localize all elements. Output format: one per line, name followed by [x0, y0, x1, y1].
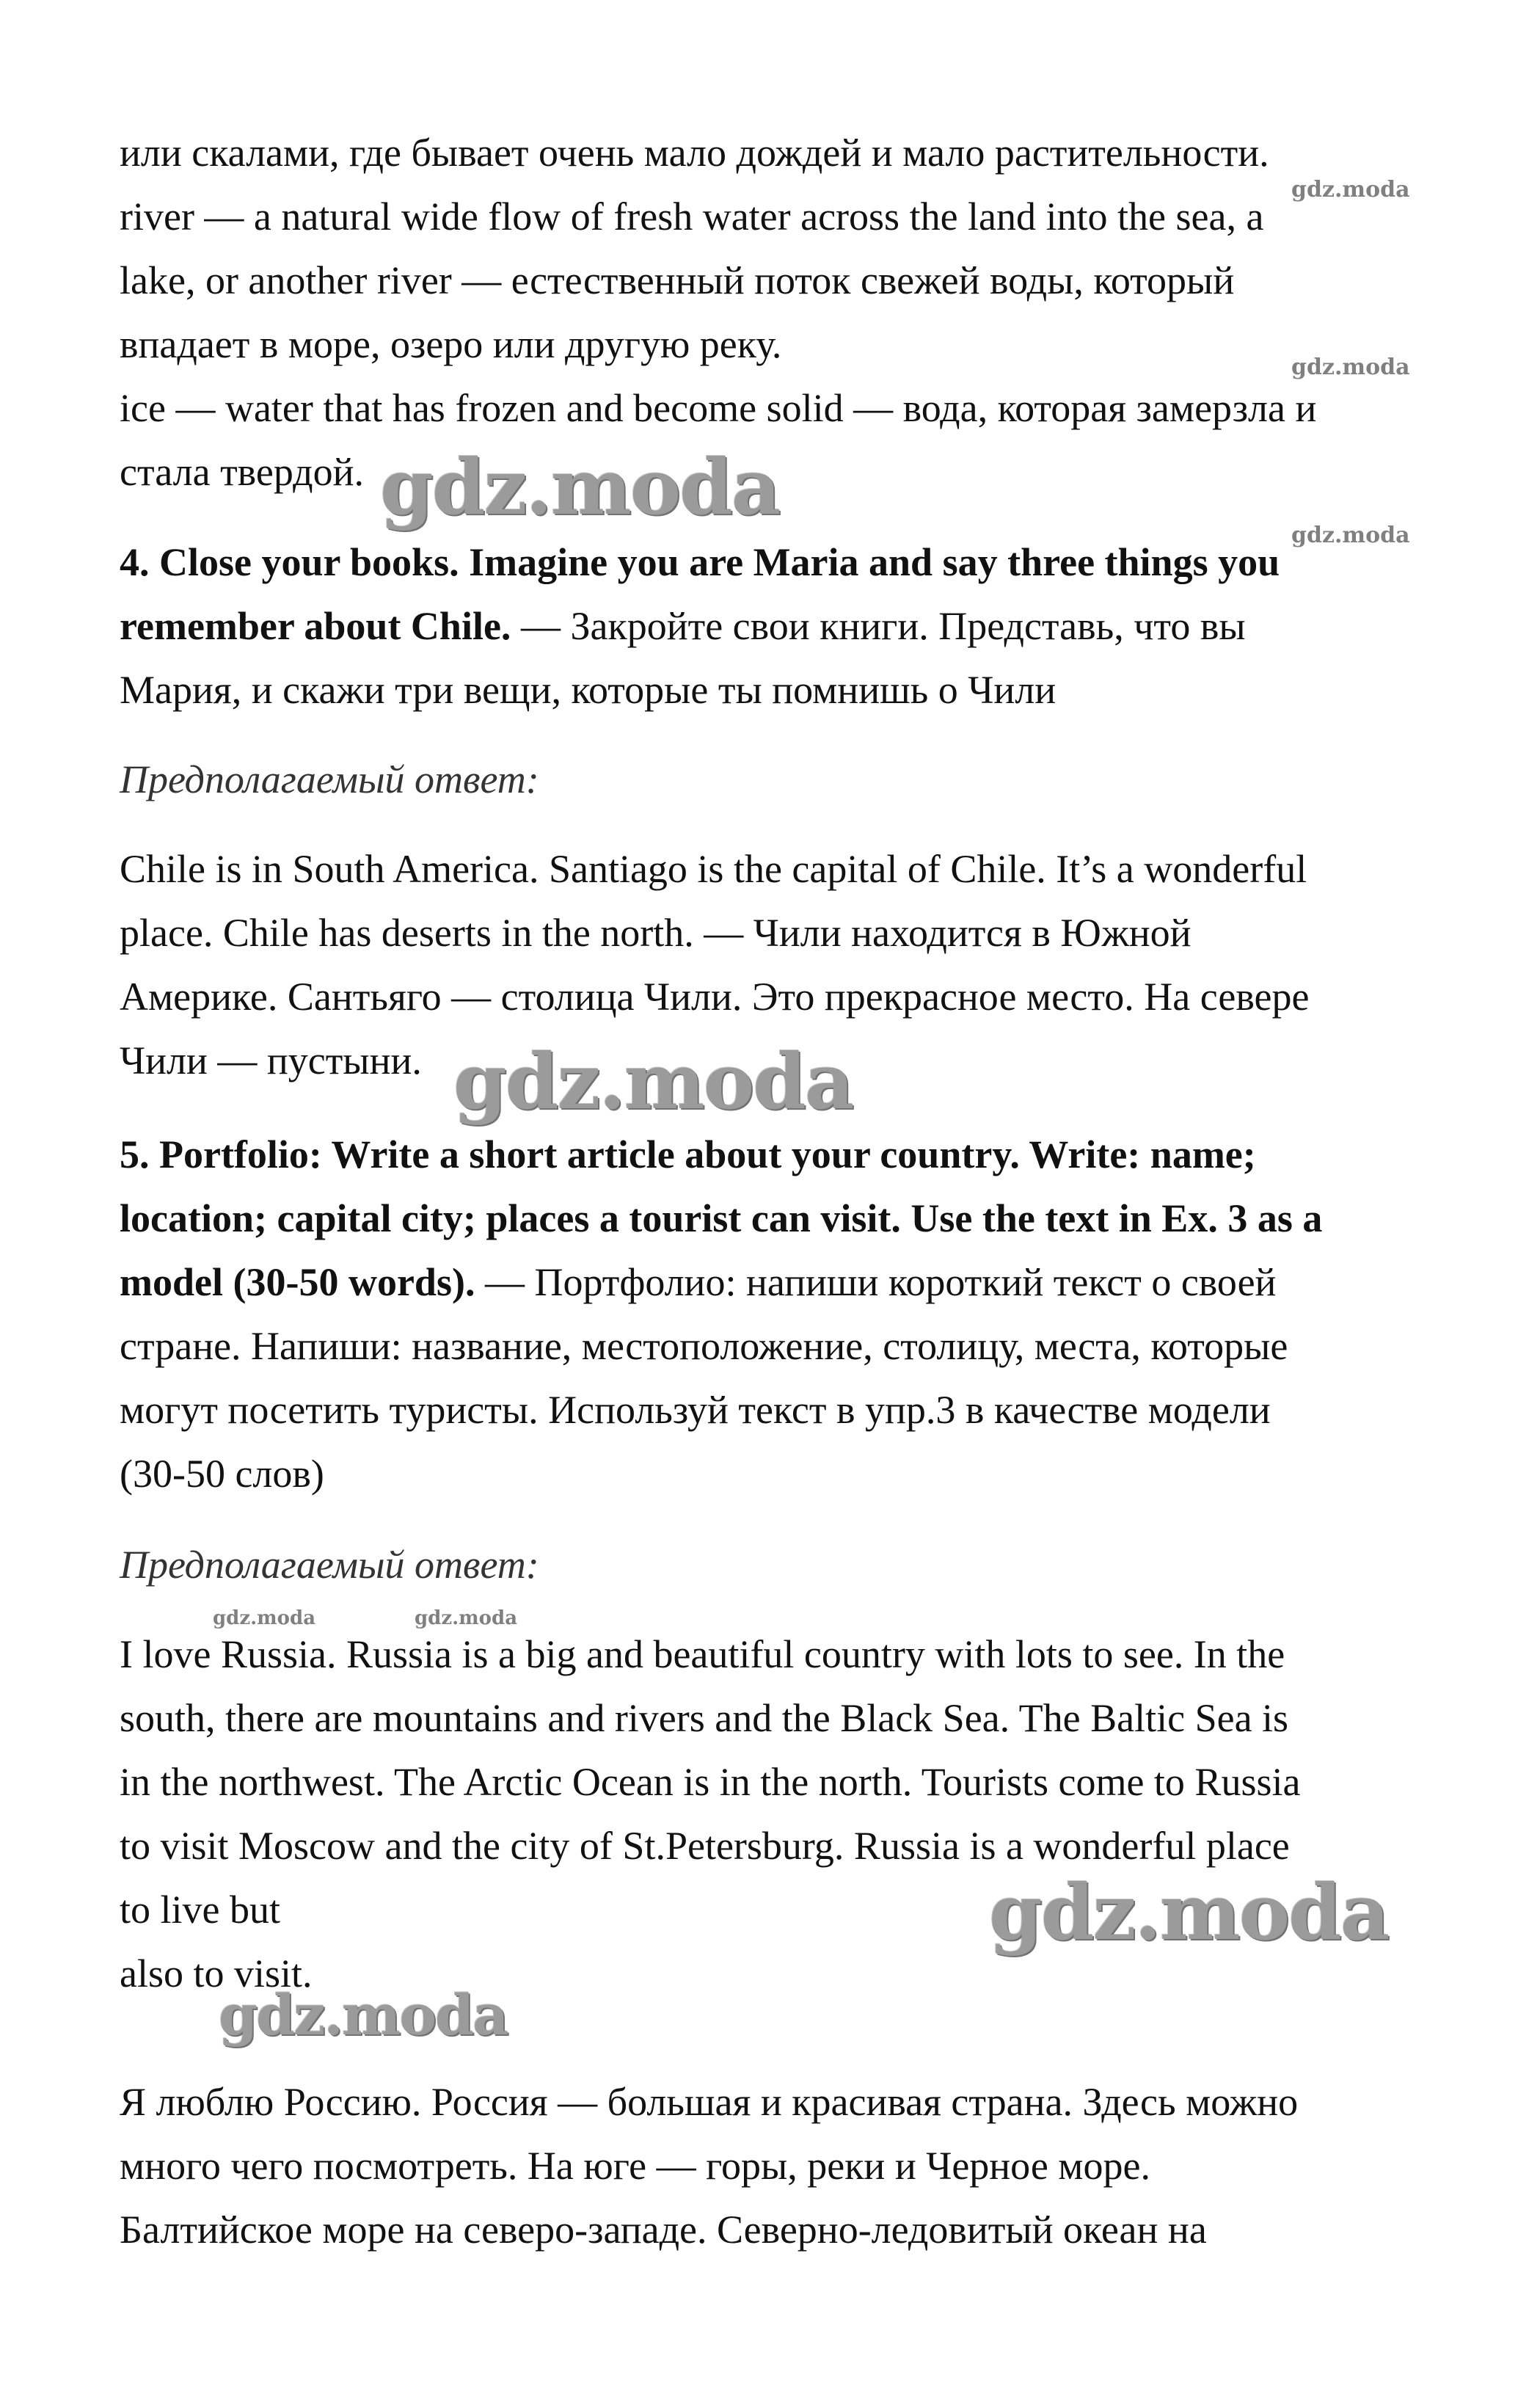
watermark-small: gdz.moda — [213, 1607, 316, 1629]
text-line: river — a natural wide flow of fresh water across the land into the sea, a — [120, 194, 1264, 239]
answer-line: Я люблю Россию. Россия — большая и красивая страна. Здесь можно — [120, 2080, 1299, 2124]
answer-line: to live but — [120, 1888, 280, 1932]
answer-line: много чего посмотреть. На юге — горы, реки и Черное море. — [120, 2144, 1150, 2188]
exercise-4-translation-line: Мария, и скажи три вещи, которые ты помнишь о Чили — [120, 668, 1057, 712]
answer-line: Chile is in South America. Santiago is the capital of Chile. It’s a wonderful — [120, 847, 1307, 891]
answer-line: I love Russia. Russia is a big and beautiful country with lots to see. In the — [120, 1632, 1285, 1676]
watermark-small: gdz.moda — [1291, 523, 1410, 548]
watermark-small: gdz.moda — [1291, 177, 1410, 203]
text-line: или скалами, где бывает очень мало дождей и мало растительности. — [120, 131, 1269, 175]
answer-line: south, there are mountains and rivers and the Black Sea. The Baltic Sea is — [120, 1696, 1289, 1740]
answer-line: Балтийское море на северо-западе. Северно-ледовитый океан на — [120, 2208, 1207, 2252]
watermark: gdz.moda — [380, 442, 780, 532]
exercise-5-title: 5. Portfolio: Write a short article about your country. Write: name; — [120, 1132, 1256, 1176]
answer-line: Америке. Сантьяго — столица Чили. Это прекрасное место. На севере — [120, 975, 1310, 1019]
answer-line: Чили — пустыни. — [120, 1038, 422, 1083]
text-line: lake, or another river — естественный поток свежей воды, который — [120, 258, 1235, 302]
answer-line: also to visit. — [120, 1951, 313, 1995]
watermark: gdz.moda — [453, 1036, 853, 1127]
watermark: gdz.moda — [989, 1867, 1389, 1957]
exercise-5-translation-line: (30-50 слов) — [120, 1452, 324, 1496]
answer-label: Предполагаемый ответ: — [120, 757, 539, 801]
watermark-small: gdz.moda — [415, 1607, 518, 1629]
exercise-5-title-line3 — [120, 1259, 1276, 1306]
answer-line: in the northwest. The Arctic Ocean is in the north. Tourists come to Russia — [120, 1760, 1301, 1804]
watermark: gdz.moda — [219, 1982, 508, 2048]
exercise-4-translation: — Закройте свои книги. Представь, что вы — [511, 604, 1246, 648]
exercise-4-title-line2 — [120, 603, 1246, 650]
exercise-5-title-line2: location; capital city; places a tourist can visit. Use the text in Ex. 3 as a — [120, 1196, 1323, 1240]
exercise-5-translation: — Портфолио: напиши короткий текст о своей — [475, 1260, 1277, 1304]
text-line: впадает в море, озеро или другую реку. — [120, 322, 782, 366]
answer-line: place. Chile has deserts in the north. — Чили находится в Южной — [120, 911, 1192, 955]
exercise-5-title-bold: model (30-50 words). — [120, 1260, 475, 1304]
text-line: стала твердой. — [120, 450, 364, 494]
answer-line: to visit Moscow and the city of St.Petersburg. Russia is a wonderful place — [120, 1824, 1290, 1868]
exercise-4-title: 4. Close your books. Imagine you are Maria and say three things you — [120, 540, 1280, 584]
exercise-4-title-bold: remember about Chile. — [120, 604, 511, 648]
exercise-5-translation-line: стране. Напиши: название, местоположение, столицу, места, которые — [120, 1324, 1288, 1368]
text-line: ice — water that has frozen and become solid — вода, которая замерзла и — [120, 386, 1317, 430]
exercise-5-translation-line: могут посетить туристы. Используй текст в упр.3 в качестве модели — [120, 1388, 1271, 1432]
watermark-small: gdz.moda — [1291, 354, 1410, 380]
answer-label: Предполагаемый ответ: — [120, 1543, 539, 1587]
